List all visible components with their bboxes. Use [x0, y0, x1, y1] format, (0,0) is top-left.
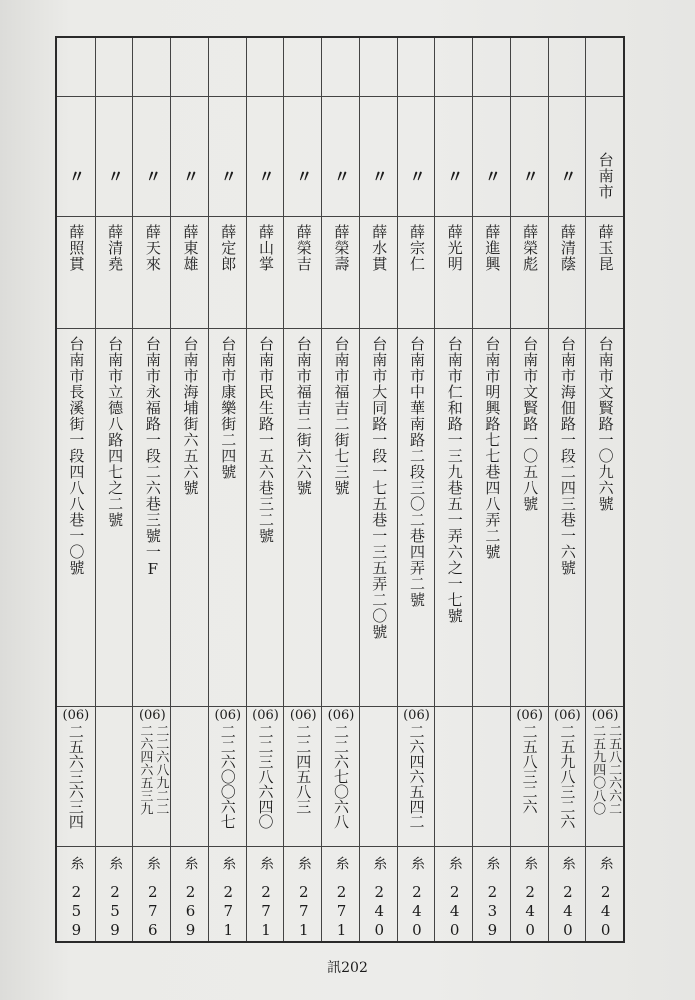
code-cell-text: 276 — [143, 883, 162, 940]
name-cell — [360, 224, 398, 320]
address-cell — [322, 336, 360, 706]
region-cell-text: 〃 — [447, 166, 462, 186]
code-cell — [586, 883, 624, 940]
category-cell — [435, 856, 473, 880]
code-cell — [398, 883, 436, 940]
region-cell — [133, 136, 171, 216]
region-cell-text: 〃 — [220, 166, 235, 186]
code-cell-text: 239 — [483, 883, 502, 940]
page-number: 訊202 — [327, 960, 368, 976]
phone-cell — [133, 708, 171, 842]
address-cell — [511, 336, 549, 706]
area-code: (06) — [62, 708, 90, 723]
address-cell — [549, 336, 587, 706]
category-cell — [284, 856, 322, 880]
region-cell — [511, 136, 549, 216]
category-cell-text: 糸 — [446, 856, 463, 871]
area-code: (06) — [138, 708, 166, 723]
area-code: (06) — [214, 708, 242, 723]
name-cell-text: 薛水貫 — [370, 224, 389, 272]
entry-column — [95, 38, 133, 941]
area-code: (06) — [327, 708, 355, 723]
region-cell-text: 〃 — [560, 166, 575, 186]
code-cell — [209, 883, 247, 940]
name-cell-text: 薛玉昆 — [596, 224, 615, 272]
name-cell — [511, 224, 549, 320]
code-cell-text: 240 — [558, 883, 577, 940]
code-cell — [57, 883, 95, 940]
region-cell-text: 〃 — [296, 166, 311, 186]
address-cell — [209, 336, 247, 706]
region-cell-text: 台南市 — [596, 152, 615, 200]
phone-number: 二二三八六四〇 — [256, 724, 275, 829]
region-cell — [209, 136, 247, 216]
region-cell — [398, 136, 436, 216]
address-cell-text: 台南市仁和路一三九巷五一弄六之一七號 — [445, 336, 464, 624]
region-cell — [284, 136, 322, 216]
name-cell-text: 薛山掌 — [257, 224, 276, 272]
phone-cell — [57, 708, 95, 842]
address-cell — [133, 336, 171, 706]
address-cell-text: 台南市永福路一段二六巷三號一F — [143, 336, 162, 579]
code-cell — [473, 883, 511, 940]
phone-cell — [473, 708, 511, 842]
name-cell-text: 薛天來 — [143, 224, 162, 272]
address-cell — [586, 336, 624, 706]
phone-cell — [511, 708, 549, 842]
code-cell-text: 240 — [407, 883, 426, 940]
code-cell-text: 240 — [521, 883, 540, 940]
category-cell-text: 糸 — [107, 856, 124, 871]
address-cell-text: 台南市海佃路一段二四三巷一六號 — [558, 336, 577, 576]
area-code: (06) — [252, 708, 279, 723]
entry-column — [170, 38, 208, 941]
code-cell — [549, 883, 587, 940]
address-cell-text: 台南市福吉二街七三號 — [332, 336, 351, 496]
region-cell — [586, 136, 624, 216]
category-cell — [133, 856, 171, 880]
address-cell — [284, 336, 322, 706]
code-cell — [247, 883, 285, 940]
address-cell-text: 台南市明興路七七巷四八弄二號 — [483, 336, 502, 560]
address-cell — [360, 336, 398, 706]
region-cell-text: 〃 — [68, 166, 83, 186]
category-cell — [473, 856, 511, 880]
name-cell — [473, 224, 511, 320]
phone-cell — [171, 708, 209, 842]
phone-cell — [247, 708, 285, 842]
code-cell — [360, 883, 398, 940]
name-cell-text: 薛宗仁 — [407, 224, 426, 272]
name-cell-text: 薛榮吉 — [294, 224, 313, 272]
name-cell-text: 薛清堯 — [106, 224, 125, 272]
name-cell — [398, 224, 436, 320]
phone-number: 二五九四〇八〇 — [590, 724, 606, 815]
category-cell — [57, 856, 95, 880]
name-cell — [247, 224, 285, 320]
entry-column — [359, 38, 397, 941]
phone-cell — [586, 708, 624, 842]
address-cell-text: 台南市民生路一五六巷三二號 — [257, 336, 276, 544]
entry-column — [397, 38, 435, 941]
address-cell-text: 台南市中華南路二段三〇二巷四弄二號 — [407, 336, 426, 608]
address-cell-text: 台南市長溪街一段四八八巷一〇號 — [67, 336, 86, 576]
category-cell — [209, 856, 247, 880]
area-code: (06) — [591, 708, 619, 723]
category-cell-text: 糸 — [559, 856, 576, 871]
code-cell-text: 271 — [257, 883, 276, 940]
phone-number: 二二六七〇六八 — [331, 724, 350, 829]
category-cell — [398, 856, 436, 880]
name-cell-text: 薛定郎 — [219, 224, 238, 272]
address-cell — [435, 336, 473, 706]
category-cell — [322, 856, 360, 880]
category-cell — [511, 856, 549, 880]
entry-column — [585, 38, 623, 941]
area-code: (06) — [289, 708, 317, 723]
phone-cell — [549, 708, 587, 842]
entry-column — [132, 38, 170, 941]
code-cell — [96, 883, 134, 940]
category-cell-text: 糸 — [484, 856, 501, 871]
area-code: (06) — [554, 708, 581, 723]
phone-number: 二五八三二六 — [520, 724, 539, 814]
area-code: (06) — [516, 708, 543, 723]
name-cell-text: 薛榮壽 — [332, 224, 351, 272]
category-cell-text: 糸 — [522, 856, 539, 871]
phone-number: 二二四五八三 — [294, 724, 313, 814]
category-cell-text: 糸 — [333, 856, 350, 871]
phone-cell — [209, 708, 247, 842]
category-cell-text: 糸 — [182, 856, 199, 871]
region-cell — [57, 136, 95, 216]
region-cell-text: 〃 — [484, 166, 499, 186]
address-cell-text: 台南市康樂街二四號 — [219, 336, 238, 480]
region-cell — [247, 136, 285, 216]
name-cell-text: 薛光明 — [445, 224, 464, 272]
region-cell — [322, 136, 360, 216]
category-cell-text: 糸 — [144, 856, 161, 871]
entry-column — [208, 38, 246, 941]
address-cell-text: 台南市文賢路一〇九六號 — [596, 336, 615, 512]
address-cell — [247, 336, 285, 706]
phone-cell — [96, 708, 134, 842]
phone-cell — [284, 708, 322, 842]
category-cell-text: 糸 — [295, 856, 312, 871]
code-cell-text: 259 — [106, 883, 125, 940]
name-cell-text: 薛進興 — [483, 224, 502, 272]
phone-number: 二二六八九二二 — [153, 724, 169, 815]
name-cell — [209, 224, 247, 320]
code-cell — [133, 883, 171, 940]
name-cell — [171, 224, 209, 320]
address-cell — [171, 336, 209, 706]
address-cell — [96, 336, 134, 706]
address-cell-text: 台南市海埔街六五六號 — [181, 336, 200, 496]
phone-cell — [322, 708, 360, 842]
region-cell — [171, 136, 209, 216]
region-cell — [360, 136, 398, 216]
region-cell-text: 〃 — [371, 166, 386, 186]
code-cell-text: 240 — [445, 883, 464, 940]
region-cell-text: 〃 — [183, 166, 198, 186]
name-cell — [322, 224, 360, 320]
code-cell — [435, 883, 473, 940]
category-cell — [96, 856, 134, 880]
directory-table — [55, 36, 625, 943]
category-cell-text: 糸 — [408, 856, 425, 871]
entry-column — [510, 38, 548, 941]
name-cell-text: 薛東雄 — [181, 224, 200, 272]
code-cell-text: 240 — [596, 883, 615, 940]
region-cell — [549, 136, 587, 216]
category-cell-text: 糸 — [597, 856, 614, 871]
address-cell — [57, 336, 95, 706]
code-cell — [511, 883, 549, 940]
name-cell — [284, 224, 322, 320]
region-cell-text: 〃 — [333, 166, 348, 186]
region-cell-text: 〃 — [258, 166, 273, 186]
name-cell — [57, 224, 95, 320]
name-cell — [549, 224, 587, 320]
phone-cell — [360, 708, 398, 842]
name-cell — [96, 224, 134, 320]
region-cell-text: 〃 — [107, 166, 122, 186]
code-cell-text: 271 — [219, 883, 238, 940]
address-cell-text: 台南市立德八路四七之二號 — [106, 336, 125, 528]
phone-number: 二五六三六三四 — [66, 724, 85, 829]
entry-column — [321, 38, 359, 941]
category-cell-text: 糸 — [68, 856, 85, 871]
name-cell-text: 薛清蔭 — [558, 224, 577, 272]
phone-number: 二五九八三二六 — [558, 724, 577, 829]
category-cell-text: 糸 — [258, 856, 275, 871]
address-cell — [473, 336, 511, 706]
category-cell-text: 糸 — [220, 856, 237, 871]
entry-column — [246, 38, 284, 941]
category-cell — [549, 856, 587, 880]
phone-cell — [435, 708, 473, 842]
name-cell — [586, 224, 624, 320]
code-cell-text: 271 — [332, 883, 351, 940]
category-cell — [171, 856, 209, 880]
area-code: (06) — [403, 708, 430, 723]
phone-number: 二五八二六六二 — [606, 724, 622, 815]
category-cell — [247, 856, 285, 880]
category-cell — [360, 856, 398, 880]
phone-number: 二六四六五四二 — [407, 724, 426, 829]
region-cell-text: 〃 — [409, 166, 424, 186]
name-cell-text: 薛照貫 — [67, 224, 86, 272]
name-cell-text: 薛榮彪 — [521, 224, 540, 272]
phone-number: 二六四六五三九 — [137, 724, 153, 815]
code-cell — [322, 883, 360, 940]
phone-cell — [398, 708, 436, 842]
phone-number: 二二六〇〇六七 — [218, 724, 237, 829]
region-cell — [435, 136, 473, 216]
region-cell — [96, 136, 134, 216]
region-cell — [473, 136, 511, 216]
name-cell — [435, 224, 473, 320]
code-cell-text: 259 — [67, 883, 86, 940]
code-cell — [284, 883, 322, 940]
address-cell — [398, 336, 436, 706]
address-cell-text: 台南市大同路一段一七五巷一三五弄二〇號 — [370, 336, 389, 640]
entry-column — [283, 38, 321, 941]
entry-column — [57, 38, 95, 941]
category-cell-text: 糸 — [371, 856, 388, 871]
address-cell-text: 台南市福吉二街六六號 — [294, 336, 313, 496]
code-cell — [171, 883, 209, 940]
code-cell-text: 269 — [181, 883, 200, 940]
name-cell — [133, 224, 171, 320]
category-cell — [586, 856, 624, 880]
address-cell-text: 台南市文賢路一〇五八號 — [521, 336, 540, 512]
region-cell-text: 〃 — [522, 166, 537, 186]
entry-column — [434, 38, 472, 941]
entry-column — [472, 38, 510, 941]
entry-column — [548, 38, 586, 941]
code-cell-text: 240 — [370, 883, 389, 940]
region-cell-text: 〃 — [145, 166, 160, 186]
code-cell-text: 271 — [294, 883, 313, 940]
